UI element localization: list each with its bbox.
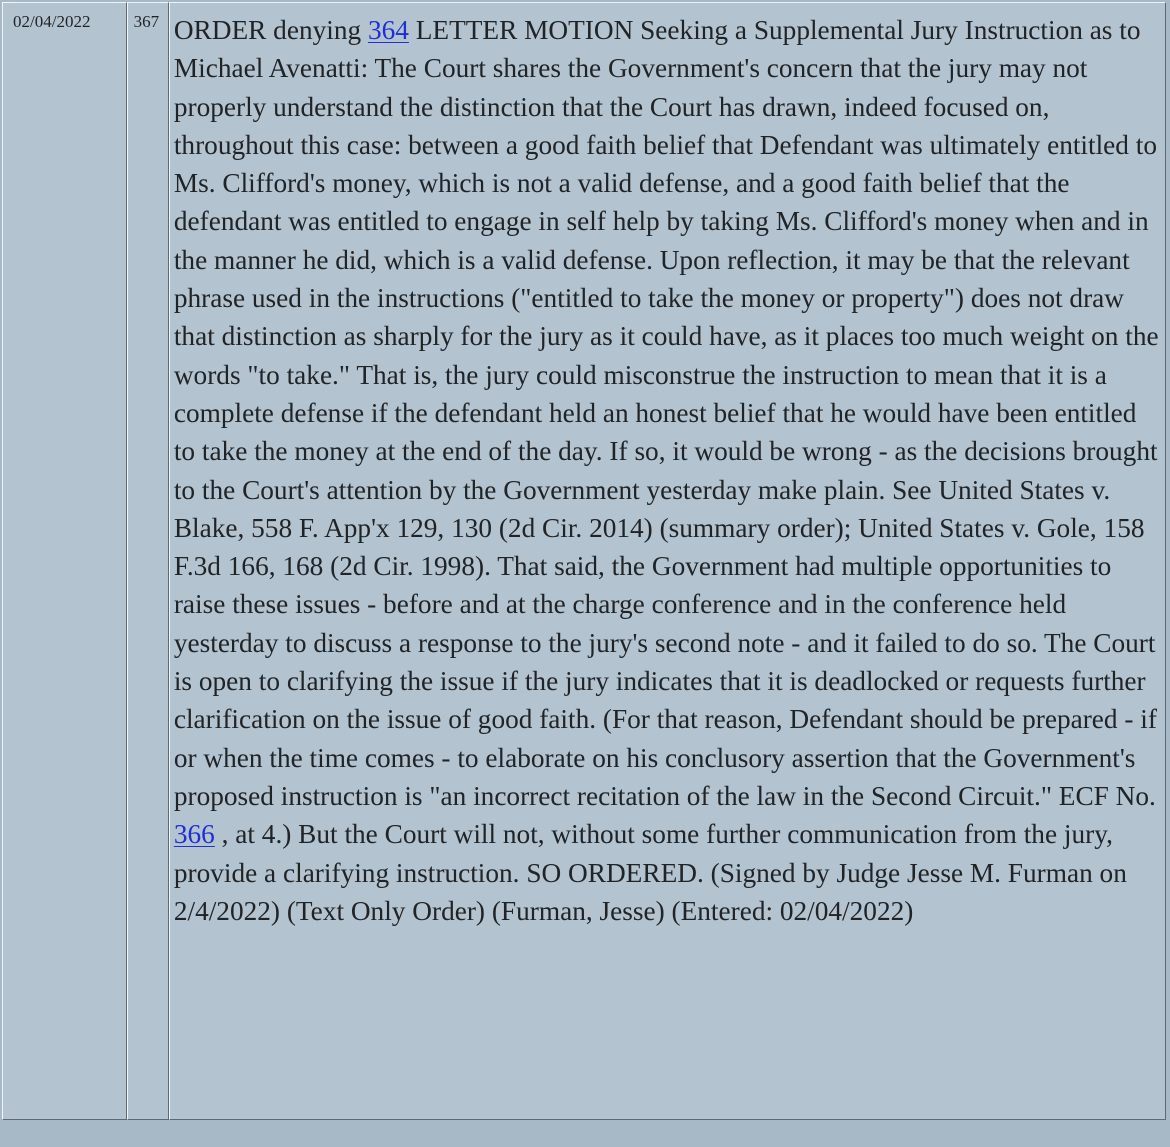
entry-text-body: LETTER MOTION Seeking a Supplemental Jury Instruction as to Michael Avenatti: The Court shares the Government's concern that the jury may not properly understand the distinction that the Court has drawn, indeed focused on, throughout this case: between a good faith belief that Defendant was ultimately entitled to Ms. Clifford's money, which is not a valid defense, and a good faith belief that the defendant was entitled to engage in self help by taking Ms. Clifford's money when and in the manner he did, which is a valid defense. Upon reflection, it may be that the relevant phrase used in the instructions ("entitled to take the money or property") does not draw that distinction as sharply for the jury as it could have, as it places too much weight on the words "to take." That is, the jury could misconstrue the instruction to mean that it is a complete defense if the defendant held an honest belief that he would have been entitled to take the money at the end of the day. If so, it would be wrong - as the decisions brought to the Court's attention by the Government yesterday make plain. See United States v. Blake, 558 F. App'x 129, 130 (2d Cir. 2014) (summary order); United States v. Gole, 158 F.3d 166, 168 (2d Cir. 1998). That said, the Government had multiple opportunities to raise these issues - before and at the charge conference and in the conference held yesterday to discuss a response to the jury's second note - and it failed to do so. The Court is open to clarifying the issue if the jury indicates that it is deadlocked or requests further clarification on the issue of good faith. (For that reason, Defendant should be prepared - if or when the time comes - to elaborate on his conclusory assertion that the Government's proposed instruction is "an incorrect recitation of the law in the Second Circuit." ECF No. <box>173 15 1159 811</box>
entry-text-tail: , at 4.) But the Court will not, without some further communication from the jury, provide a clarifying instruction. SO ORDERED. (Signed by Judge Jesse M. Furman on 2/4/2022) (Text Only Order) (Furman, Jesse) (Entered: 02/04/2022) <box>173 819 1127 926</box>
entry-number: 367 <box>133 12 160 31</box>
docket-table <box>2 2 1166 1120</box>
description-cell <box>169 2 1166 1120</box>
motion-364-link[interactable]: 364 <box>367 15 409 45</box>
entry-date: 02/04/2022 <box>13 12 91 31</box>
date-cell <box>2 2 127 1120</box>
entry-description <box>170 3 1165 930</box>
docket-entry-row <box>2 2 1166 1120</box>
ecf-366-link[interactable]: 366 <box>173 819 215 850</box>
number-cell <box>127 2 169 1120</box>
entry-text-intro: ORDER denying <box>173 15 368 45</box>
